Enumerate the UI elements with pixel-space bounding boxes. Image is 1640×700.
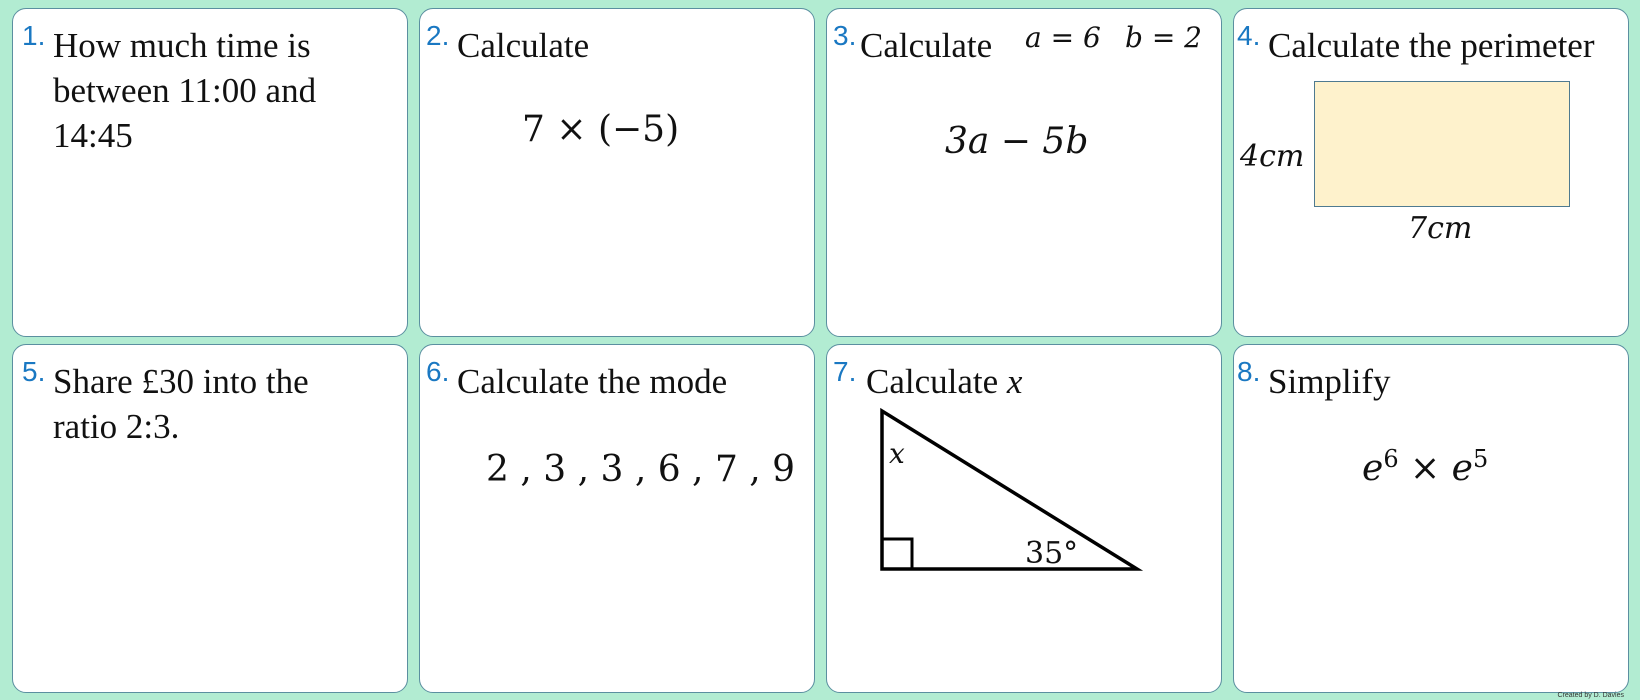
question-number: 1. bbox=[22, 20, 46, 51]
question-card-4 bbox=[1233, 8, 1629, 337]
question-text: Calculate bbox=[457, 26, 590, 65]
question-number: 4. bbox=[1237, 20, 1261, 51]
question-text: Share £30 into the ratio 2:3. bbox=[53, 362, 309, 446]
question-card-8 bbox=[1233, 344, 1629, 693]
rectangle-shape bbox=[1314, 81, 1570, 207]
question-card-5 bbox=[12, 344, 408, 693]
question-text-label: Calculate bbox=[866, 362, 999, 401]
question-number: 8. bbox=[1237, 356, 1261, 387]
question-text: Calculate bbox=[860, 26, 993, 65]
expression bbox=[1362, 445, 1488, 489]
question-number: 7. bbox=[833, 356, 857, 387]
exponent-2: 5 bbox=[1472, 445, 1489, 473]
right-angle-marker bbox=[882, 539, 912, 569]
question-card-2 bbox=[419, 8, 815, 337]
question-number: 3. bbox=[833, 20, 857, 51]
exponent-1: 6 bbox=[1383, 445, 1399, 473]
data-list: 2 , 3 , 3 , 6 , 7 , 9 bbox=[486, 449, 796, 490]
base-1: e bbox=[1362, 448, 1384, 489]
credit-text: Created by D. Davies bbox=[1557, 692, 1624, 699]
unknown-angle-label: x bbox=[889, 437, 905, 470]
question-card-3 bbox=[826, 8, 1222, 337]
question-variable: x bbox=[1006, 362, 1023, 401]
width-label: 7cm bbox=[1408, 211, 1473, 246]
question-card-6 bbox=[419, 344, 815, 693]
question-card-1 bbox=[12, 8, 408, 337]
expression: 7 × (−5) bbox=[522, 109, 680, 150]
angle-label: 35° bbox=[1025, 536, 1079, 571]
question-text: How much time is between 11:00 and 14:45 bbox=[53, 26, 317, 155]
question-number: 2. bbox=[426, 20, 450, 51]
given-a: a = 6 bbox=[1025, 21, 1101, 54]
height-label: 4cm bbox=[1240, 139, 1305, 174]
right-triangle-diagram bbox=[827, 345, 1223, 694]
question-number: 6. bbox=[426, 356, 450, 387]
operator: × bbox=[1410, 448, 1441, 489]
expression: 3a − 5b bbox=[945, 121, 1089, 162]
question-text: Calculate the mode bbox=[457, 362, 728, 401]
base-2: e bbox=[1451, 448, 1473, 489]
question-number: 5. bbox=[22, 356, 46, 387]
question-text: Simplify bbox=[1268, 362, 1391, 401]
given-b: b = 2 bbox=[1125, 21, 1202, 54]
question-card-7 bbox=[826, 344, 1222, 693]
question-text: Calculate the perimeter bbox=[1268, 26, 1595, 65]
triangle-shape bbox=[882, 411, 1137, 569]
